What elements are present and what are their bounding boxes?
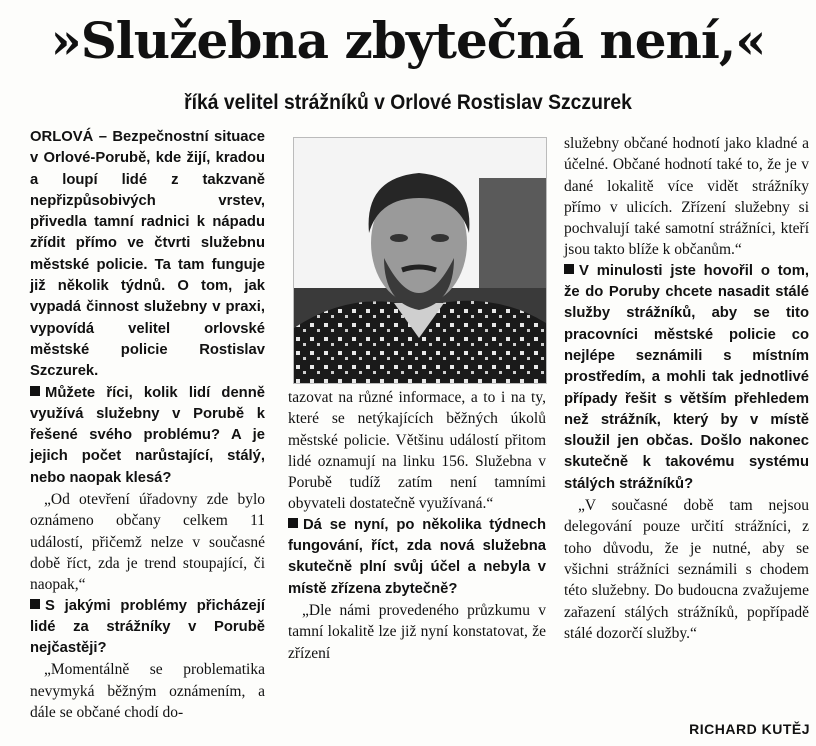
column-2	[288, 387, 546, 664]
question-4-text: V minulosti jste hovořil o tom, že do Poruby chcete nasadit stálé služby strážníků, aby se tito pracovníci městské policie co nejlépe seznámili s místním prostředím, a mohli tak jednotlivé případy řešit s větším přehledem než strážník, který by v místě sloužil jen občas. Došlo nakonec skutečně k takovému systému stálých strážníků?	[564, 262, 809, 492]
answer-4: „V současné době tam nejsou delegování pouze určití strážníci, z toho důvodu, že je nutné, aby se všichni strážníci seznámili s chodem této služebny. Do budoucna zvažujeme zařazení stálých strážníků, popřípadě stálé dozorčí služby.“	[564, 497, 809, 642]
question-1	[30, 383, 265, 489]
answer-1: „Od otevření úřadovny zde bylo oznámeno občany celkem 11 událostí, přičemž nelze v současné době říct, zda je trend stoupající, či naopak,“	[30, 491, 265, 594]
column-1	[30, 127, 265, 723]
question-2-text: S jakými problémy přicházejí lidé za strážníky v Porubě nejčastěji?	[30, 597, 265, 657]
column-3	[564, 133, 809, 644]
square-bullet-icon	[564, 264, 574, 274]
square-bullet-icon	[30, 386, 40, 396]
question-4	[564, 261, 809, 495]
answer-2-continued: tazovat na různé informace, a to i na ty, které se netýkajících běžných úkolů městské policie. Většinu událostí přitom lidé oznamují na linku 156. Služebna v Porubě tudíž zatím není tamními obyvateli dostatečně využívaná.“	[288, 389, 546, 513]
question-3	[288, 515, 546, 600]
lead-paragraph: ORLOVÁ – Bezpečnostní situace v Orlové-Porubě, kde žijí, kradou a loupí lidé z takzvaně nepřizpůsobivých vrstev, přivedla tamní radnici k nápadu zřídit přímo ve čtvrti služebnu městské policie. Ta tam funguje již několik týdnů. O tom, jak vypadá činnost služebny v praxi, vypovídá velitel orlovské městské policie Rostislav Szczurek.	[30, 129, 265, 380]
square-bullet-icon	[30, 599, 40, 609]
question-1-text: Můžete říci, kolik lidí denně využívá služebny v Porubě k řešené svého problému? A je jejich počet narůstající, stálý, nebo naopak klesá?	[30, 384, 265, 486]
question-2	[30, 596, 265, 660]
answer-3: „Dle námi provedeného průzkumu v tamní lokalitě lze již nyní konstatovat, že zřízení	[288, 601, 546, 662]
headline: »Služebna zbytečná není,«	[50, 11, 766, 70]
answer-2: „Momentálně se problematika nevymyká běžným oznámením, a dále se občané chodí do-	[30, 661, 265, 722]
question-3-text: Dá se nyní, po několika týdnech fungování, říct, zda nová služebna skutečně plní svůj účel a nebyla v místě zřízena zbytečně?	[288, 516, 546, 597]
portrait-photo-image	[294, 138, 546, 383]
answer-3-continued: služebny občané hodnotí jako kladné a účelné. Občané hodnotí také to, že je v dané lokalitě více vidět strážníky přímo v ulicích. Zřízení služebny si pochvalují také samotní strážníci, kteří jsou takto blíže k občanům.“	[564, 135, 809, 259]
portrait-photo	[293, 137, 547, 384]
byline: RICHARD KUTĚJ	[689, 721, 810, 737]
subheadline: říká velitel strážníků v Orlové Rostislav Szczurek	[184, 91, 632, 114]
square-bullet-icon	[288, 518, 298, 528]
